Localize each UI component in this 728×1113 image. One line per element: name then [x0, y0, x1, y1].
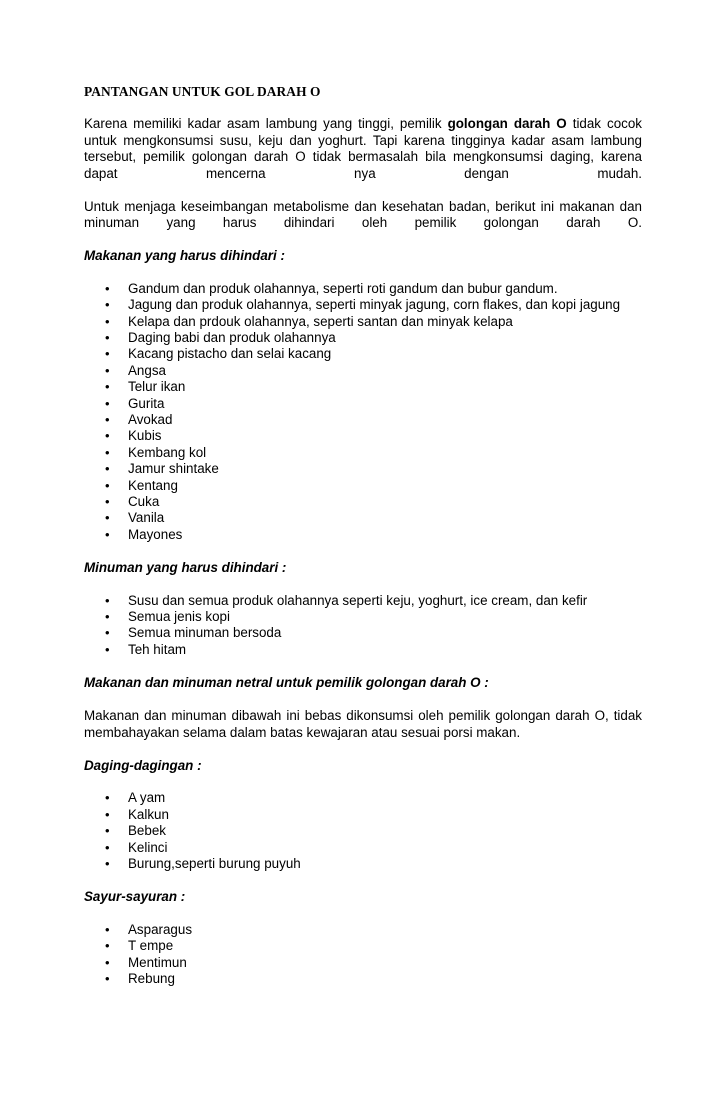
- list-item: [84, 642, 642, 658]
- bullet-icon: •: [105, 313, 110, 329]
- list-item: [84, 938, 642, 954]
- list-item: [84, 510, 642, 526]
- list-item-text: Kalkun: [128, 806, 169, 822]
- list-item-text: Telur ikan: [128, 379, 186, 395]
- bullet-icon: •: [105, 461, 110, 477]
- list-item: [84, 297, 642, 313]
- list-item-text: Semua minuman bersoda: [128, 625, 282, 641]
- bullet-icon: •: [105, 641, 110, 657]
- section-heading-drink-avoid: Minuman yang harus dihindari :: [84, 559, 287, 575]
- bullet-icon: •: [105, 938, 110, 954]
- bullet-icon: •: [105, 412, 110, 427]
- list-item: [84, 807, 642, 823]
- list-item-text: Cuka: [128, 494, 160, 510]
- list-item: [84, 790, 642, 806]
- list-item: [84, 593, 642, 609]
- list-item: [84, 412, 642, 428]
- intro-paragraph: Karena memiliki kadar asam lambung yang tinggi, pemilik golongan darah O tidak cocok untuk mengkonsumsi susu, keju dan yoghurt. Tapi karena tingginya kadar asam lambung tersebut, pemilik golongan darah O tidak bermasalah bila mengkonsumsi daging, karena dapat mencerna nya dengan mudah.: [84, 116, 642, 181]
- list-item: [84, 478, 642, 494]
- bullet-icon: •: [105, 921, 110, 937]
- list-item-text: Kentang: [128, 477, 178, 493]
- list-item: [84, 281, 642, 297]
- list-item: [84, 856, 642, 872]
- list-item: [84, 609, 642, 625]
- list-item-text: Mayones: [128, 526, 183, 542]
- list-item-text: Angsa: [128, 362, 166, 378]
- list-veg: [84, 922, 642, 988]
- bullet-icon: •: [105, 444, 110, 460]
- list-item-text: Kelapa dan prdouk olahannya, seperti santan dan minyak kelapa: [128, 313, 513, 329]
- list-item-text: Daging babi dan produk olahannya: [128, 329, 336, 345]
- bullet-icon: •: [105, 510, 110, 526]
- list-item-text: Rebung: [128, 971, 175, 987]
- list-item: [84, 379, 642, 395]
- list-item-text: Kubis: [128, 428, 162, 444]
- list-item: [84, 527, 642, 543]
- list-item-text: Kacang pistacho dan selai kacang: [128, 346, 332, 362]
- section-heading-veg: Sayur-sayuran :: [84, 888, 186, 904]
- bullet-icon: •: [105, 592, 110, 608]
- bullet-icon: •: [105, 362, 110, 378]
- bullet-icon: •: [105, 379, 110, 395]
- bullet-icon: •: [105, 856, 110, 872]
- list-item: [84, 971, 642, 987]
- list-item-text: Asparagus: [128, 921, 193, 937]
- bullet-icon: •: [105, 609, 110, 625]
- list-item-text: Vanila: [128, 510, 165, 526]
- list-item: [84, 840, 642, 856]
- list-item: [84, 314, 642, 330]
- list-item-text: Jagung dan produk olahannya, seperti minyak jagung, corn flakes, dan kopi jagung: [128, 297, 621, 313]
- list-item-text: Gurita: [128, 395, 165, 411]
- bullet-icon: •: [105, 839, 110, 855]
- section-heading-meat: Daging-dagingan :: [84, 757, 202, 773]
- list-item: [84, 445, 642, 461]
- list-item-text: Gandum dan produk olahannya, seperti roti gandum dan bubur gandum.: [128, 280, 558, 296]
- list-item: [84, 461, 642, 477]
- list-item-text: Bebek: [128, 823, 166, 839]
- intro-paragraph-2: Untuk menjaga keseimbangan metabolisme dan kesehatan badan, berikut ini makanan dan minuman yang harus dihindari oleh pemilik golongan darah O.: [84, 198, 642, 230]
- list-item: [84, 625, 642, 641]
- bullet-icon: •: [105, 625, 110, 641]
- list-item-text: Jamur shintake: [128, 461, 219, 477]
- bullet-icon: •: [105, 971, 110, 987]
- bullet-icon: •: [105, 806, 110, 822]
- list-item: [84, 363, 642, 379]
- bullet-icon: •: [105, 428, 110, 444]
- bullet-icon: •: [105, 477, 110, 493]
- document-page: [84, 84, 642, 1004]
- list-food-avoid: [84, 281, 642, 544]
- list-item-text: Mentimun: [128, 954, 187, 970]
- list-item-text: A yam: [128, 790, 166, 806]
- list-drink-avoid: [84, 593, 642, 659]
- bullet-icon: •: [105, 790, 110, 806]
- list-item-text: Susu dan semua produk olahannya seperti keju, yoghurt, ice cream, dan kefir: [128, 592, 588, 608]
- bullet-icon: •: [105, 346, 110, 362]
- bullet-icon: •: [105, 823, 110, 839]
- list-item-text: T empe: [128, 938, 174, 954]
- section-heading-neutral: Makanan dan minuman netral untuk pemilik golongan darah O :: [84, 675, 489, 691]
- bullet-icon: •: [105, 395, 110, 411]
- list-item: [84, 922, 642, 938]
- section-heading-food-avoid: Makanan yang harus dihindari :: [84, 247, 285, 263]
- list-item-text: Avokad: [128, 412, 173, 427]
- list-item: [84, 955, 642, 971]
- page-title: PANTANGAN UNTUK GOL DARAH O: [84, 84, 321, 99]
- list-item-text: Burung,seperti burung puyuh: [128, 856, 301, 872]
- list-meat: [84, 790, 642, 872]
- bullet-icon: •: [105, 280, 110, 296]
- list-item-text: Teh hitam: [128, 641, 187, 657]
- list-item: [84, 396, 642, 412]
- list-item-text: Kembang kol: [128, 444, 207, 460]
- bullet-icon: •: [105, 297, 110, 313]
- bullet-icon: •: [105, 494, 110, 510]
- list-item: [84, 494, 642, 510]
- list-item: [84, 428, 642, 444]
- neutral-paragraph: Makanan dan minuman dibawah ini bebas dikonsumsi oleh pemilik golongan darah O, tidak membahayakan selama dalam batas kewajaran atau sesuai porsi makan.: [84, 708, 642, 740]
- list-item-text: Semua jenis kopi: [128, 609, 230, 625]
- bullet-icon: •: [105, 526, 110, 542]
- list-item-text: Kelinci: [128, 839, 168, 855]
- list-item: [84, 330, 642, 346]
- bold-phrase: golongan darah O: [447, 116, 567, 132]
- bullet-icon: •: [105, 329, 110, 345]
- bullet-icon: •: [105, 954, 110, 970]
- list-item: [84, 823, 642, 839]
- list-item: [84, 346, 642, 362]
